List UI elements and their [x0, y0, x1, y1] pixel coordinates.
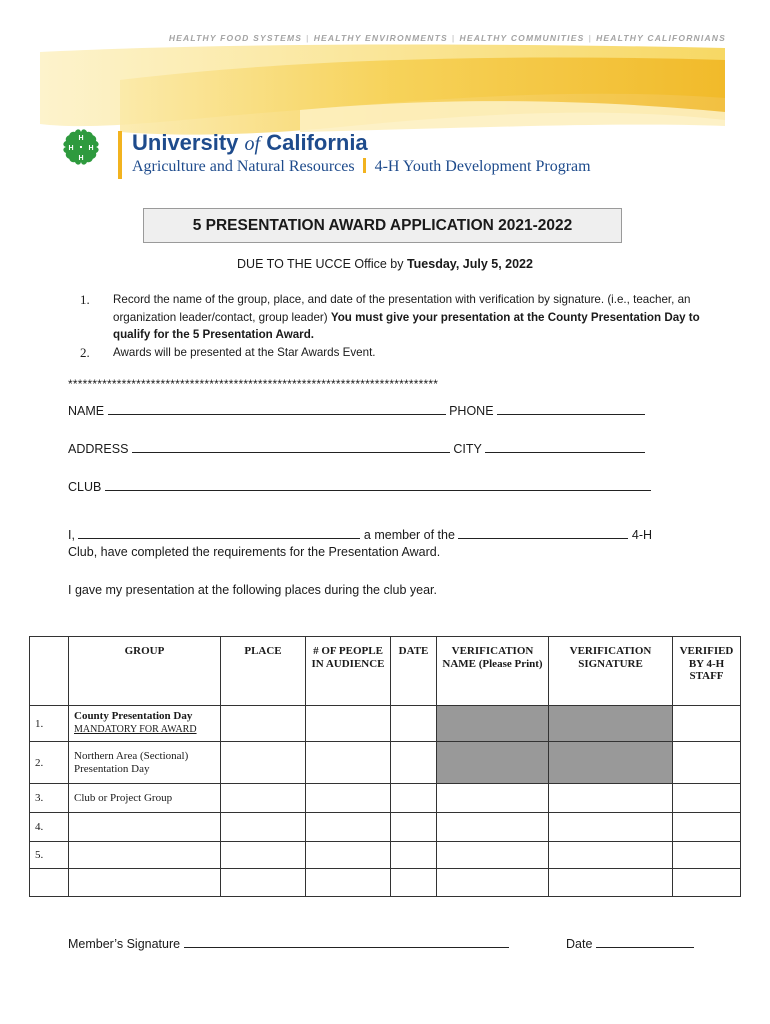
due-prefix: DUE TO THE UCCE Office by — [237, 257, 407, 271]
instructions-list — [80, 291, 700, 361]
verified-staff-cell[interactable] — [673, 842, 741, 869]
header-cell-date — [391, 637, 437, 706]
row-number: 4. — [30, 813, 69, 842]
audience-cell[interactable] — [306, 706, 391, 742]
header-place: PLACE — [244, 645, 282, 657]
verified-staff-cell[interactable] — [673, 869, 741, 897]
date-cell[interactable] — [391, 869, 437, 897]
verification-name-cell-shaded — [437, 706, 549, 742]
row-note: MANDATORY FOR AWARD — [74, 724, 197, 735]
header-banner — [0, 40, 770, 150]
places-intro: I gave my presentation at the following places during the club year. — [68, 583, 437, 597]
name-field[interactable] — [108, 402, 446, 415]
member-name-field[interactable] — [78, 526, 360, 539]
place-cell[interactable] — [221, 706, 306, 742]
date-cell[interactable] — [391, 842, 437, 869]
verification-signature-cell-shaded — [549, 742, 673, 784]
tagline-separator: | — [306, 33, 310, 43]
division-name: Agriculture and Natural Resources — [132, 158, 355, 175]
statement-4h: 4-H — [631, 528, 653, 542]
verification-signature-cell[interactable] — [549, 869, 673, 897]
row-group-cell — [69, 706, 221, 742]
tagline-separator: | — [451, 33, 456, 43]
header-cell-place — [221, 637, 306, 706]
instruction-text: Record the name of the group, place, and date of the presentation with verification by signature. (i.e., teacher, an organization leader/contact, group leader) — [113, 293, 691, 324]
header-group: GROUP — [124, 645, 165, 657]
verification-name-cell-shaded — [437, 742, 549, 784]
tagline-separator: | — [588, 33, 593, 43]
divider-stars: **************************************************************************** — [68, 377, 439, 391]
date-cell[interactable] — [391, 784, 437, 813]
program-name: 4-H Youth Development Program — [374, 158, 591, 175]
audience-cell[interactable] — [306, 742, 391, 784]
club-label: CLUB — [68, 480, 102, 494]
empty-cell — [30, 869, 69, 897]
clover-letter: H — [68, 145, 74, 152]
statement-line-2: Club, have completed the requirements for the Presentation Award. — [68, 545, 441, 559]
verification-signature-cell[interactable] — [549, 784, 673, 813]
clover-letter: H — [78, 135, 84, 142]
4h-clover-logo-icon — [58, 124, 104, 170]
presentation-table — [29, 636, 741, 897]
table-row — [30, 742, 741, 784]
due-date-line — [0, 257, 770, 271]
logo-divider — [118, 131, 122, 179]
verification-name-cell[interactable] — [437, 784, 549, 813]
header-staff-line2: BY 4-H — [688, 657, 725, 670]
header-date: DATE — [398, 645, 429, 657]
university-word: University — [132, 130, 239, 155]
table-row — [30, 706, 741, 742]
group-cell[interactable] — [69, 842, 221, 869]
member-signature-row — [68, 935, 509, 951]
place-cell[interactable] — [221, 742, 306, 784]
verification-signature-cell-shaded — [549, 706, 673, 742]
tagline-item: HEALTHY FOOD SYSTEMS — [168, 33, 303, 43]
university-name — [132, 130, 368, 156]
signature-date-label: Date — [566, 937, 593, 951]
clover-letter: H — [88, 145, 94, 152]
instruction-number: 1. — [80, 292, 90, 307]
phone-label: PHONE — [449, 404, 494, 418]
division-line — [132, 158, 591, 176]
row-number: 3. — [30, 784, 69, 813]
verification-name-cell[interactable] — [437, 813, 549, 842]
header-people-line2: IN AUDIENCE — [311, 657, 385, 670]
club-name-field[interactable] — [458, 526, 628, 539]
city-field[interactable] — [485, 440, 645, 453]
header-staff-line1: VERIFIED — [679, 645, 734, 657]
verified-staff-cell[interactable] — [673, 784, 741, 813]
row-group: County Presentation Day — [74, 710, 193, 722]
statement-i: I, — [68, 528, 75, 542]
signature-date-row — [566, 935, 694, 951]
statement-member-of: a member of the — [363, 528, 455, 542]
date-cell[interactable] — [391, 706, 437, 742]
row-group-line2: Presentation Day — [74, 762, 150, 775]
header-cell-verification-name — [437, 637, 549, 706]
phone-field[interactable] — [497, 402, 645, 415]
header-cell-people — [306, 637, 391, 706]
audience-cell[interactable] — [306, 842, 391, 869]
verification-signature-cell[interactable] — [549, 813, 673, 842]
name-phone-row — [68, 402, 645, 418]
address-label: ADDRESS — [68, 442, 129, 456]
tagline-item: HEALTHY CALIFORNIANS — [596, 33, 726, 43]
address-field[interactable] — [132, 440, 450, 453]
table-row — [30, 842, 741, 869]
verification-signature-cell[interactable] — [549, 842, 673, 869]
verified-staff-cell[interactable] — [673, 813, 741, 842]
address-city-row — [68, 440, 645, 456]
group-cell[interactable] — [69, 813, 221, 842]
tagline-item: HEALTHY COMMUNITIES — [459, 33, 585, 43]
header-cell-group — [69, 637, 221, 706]
place-cell[interactable] — [221, 842, 306, 869]
page-title: 5 PRESENTATION AWARD APPLICATION 2021-2022 — [143, 208, 622, 243]
instruction-emphasis: You must give your presentation at the County Presentation Day to qualify for the 5 Presentation Award. — [113, 310, 700, 341]
header-vname-line2: NAME (Please Print) — [442, 657, 543, 670]
table-header-row — [30, 637, 741, 706]
club-field[interactable] — [105, 478, 651, 491]
instruction-item — [80, 291, 700, 344]
instruction-number: 2. — [80, 344, 90, 360]
table-row — [30, 784, 741, 813]
row-group-line1: Northern Area (Sectional) — [74, 749, 189, 762]
of-word: of — [244, 133, 261, 155]
date-cell[interactable] — [391, 742, 437, 784]
header-vname-line1: VERIFICATION — [451, 645, 534, 657]
tagline-item: HEALTHY ENVIRONMENTS — [313, 33, 448, 43]
table-row — [30, 813, 741, 842]
header-people-line1: # OF PEOPLE — [313, 645, 383, 657]
verification-name-cell[interactable] — [437, 842, 549, 869]
row-number: 1. — [30, 706, 69, 742]
member-signature-label: Member’s Signature — [68, 937, 181, 951]
clover-letter: H — [78, 155, 84, 162]
instruction-item — [80, 344, 700, 362]
division-separator — [363, 158, 366, 173]
name-label: NAME — [68, 404, 105, 418]
group-cell[interactable] — [69, 869, 221, 897]
verified-staff-cell[interactable] — [673, 706, 741, 742]
signature-date-field[interactable] — [596, 935, 694, 948]
instruction-text: Awards will be presented at the Star Awards Event. — [113, 345, 376, 359]
place-cell[interactable] — [221, 784, 306, 813]
verification-name-cell[interactable] — [437, 869, 549, 897]
row-number: 2. — [30, 742, 69, 784]
verified-staff-cell[interactable] — [673, 742, 741, 784]
date-cell[interactable] — [391, 813, 437, 842]
row-number: 5. — [30, 842, 69, 869]
row-group: Club or Project Group — [69, 784, 221, 813]
table-row — [30, 869, 741, 897]
row-group-cell — [69, 742, 221, 784]
header-vsig-line2: SIGNATURE — [578, 657, 643, 670]
header-staff-line3: STAFF — [689, 670, 724, 682]
audience-cell[interactable] — [306, 784, 391, 813]
club-row — [68, 478, 651, 494]
audience-cell[interactable] — [306, 813, 391, 842]
header-cell-verified-staff — [673, 637, 741, 706]
header-cell-number — [30, 637, 69, 706]
header-cell-verification-signature — [549, 637, 673, 706]
place-cell[interactable] — [221, 813, 306, 842]
audience-cell[interactable] — [306, 869, 391, 897]
member-signature-field[interactable] — [184, 935, 509, 948]
statement-line-1 — [68, 526, 652, 542]
header-vsig-line1: VERIFICATION — [569, 645, 652, 657]
due-date: Tuesday, July 5, 2022 — [406, 257, 533, 271]
california-word: California — [266, 130, 368, 155]
city-label: CITY — [453, 442, 482, 456]
place-cell[interactable] — [221, 869, 306, 897]
